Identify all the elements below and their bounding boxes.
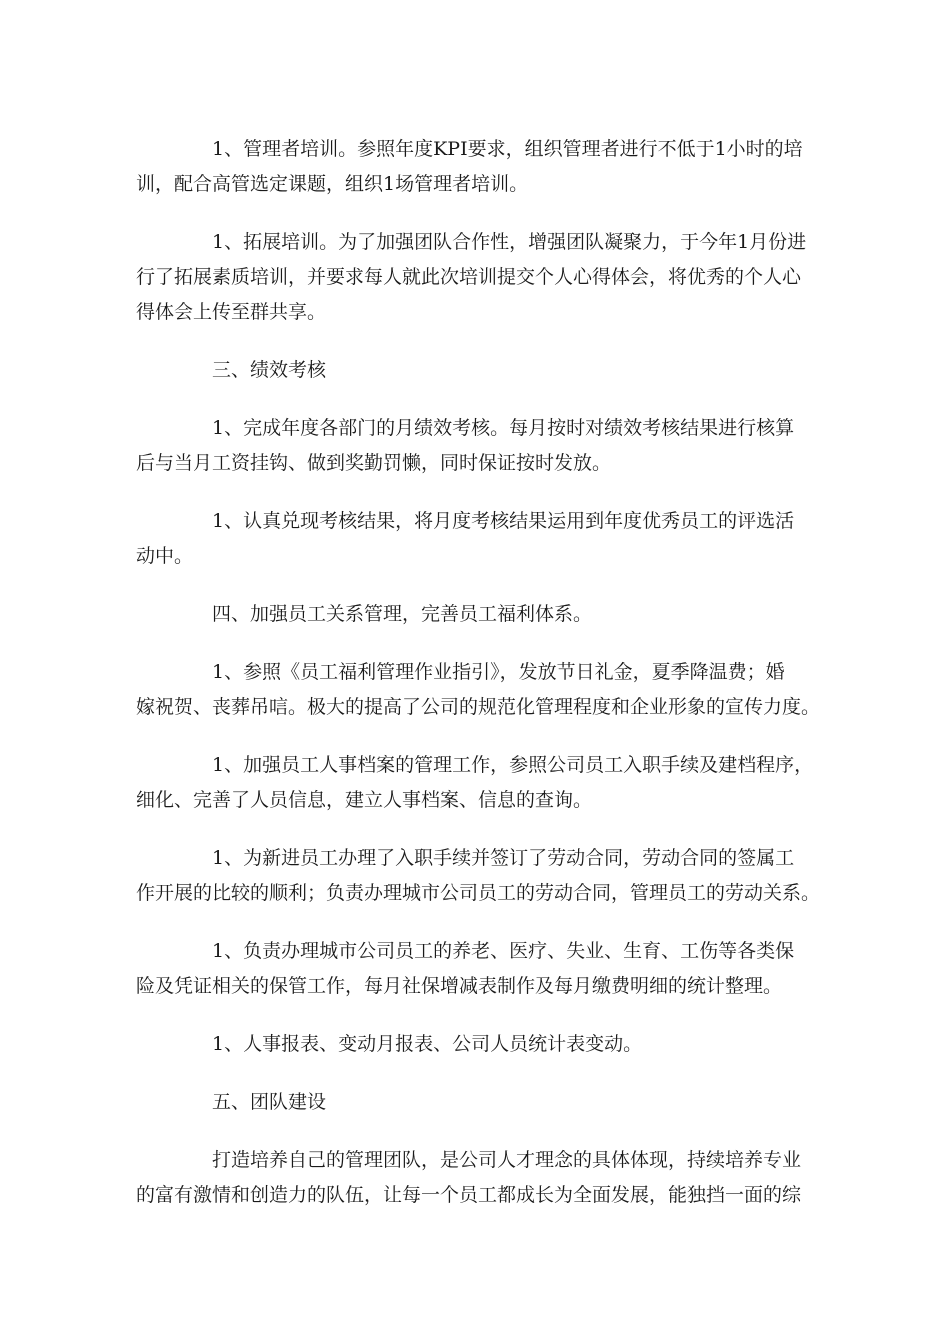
paragraph-manager-training (136, 132, 826, 202)
text-line: 后与当月工资挂钩、做到奖勤罚懒，同时保证按时发放。 (136, 452, 612, 474)
section-heading-employee-relations: 四、加强员工关系管理，完善员工福利体系。 (212, 603, 593, 625)
paragraph-outreach-training (136, 225, 826, 330)
paragraph-personnel-files (136, 748, 826, 818)
text-line: 1、认真兑现考核结果，将月度考核结果运用到年度优秀员工的评选活 (212, 510, 795, 532)
paragraph-hr-reports (136, 1027, 826, 1062)
section-heading-performance: 三、绩效考核 (212, 359, 327, 381)
text-line: 1、参照《员工福利管理作业指引》，发放节日礼金，夏季降温费；婚 (212, 661, 785, 683)
text-line: 1、拓展培训。为了加强团队合作性，增强团队凝聚力，于今年1月份进 (212, 231, 807, 253)
text-line: 1、为新进员工办理了入职手续并签订了劳动合同，劳动合同的签属工 (212, 847, 795, 869)
text-line: 1、加强员工人事档案的管理工作，参照公司员工入职手续及建档程序， (212, 754, 814, 776)
text-line: 作开展的比较的顺利；负责办理城市公司员工的劳动合同，管理员工的劳动关系。 (136, 882, 821, 904)
text-line: 1、管理者培训。参照年度KPI要求，组织管理者进行不低于1小时的培 (212, 138, 803, 160)
text-line: 1、人事报表、变动月报表、公司人员统计表变动。 (212, 1033, 643, 1055)
text-line: 打造培养自己的管理团队，是公司人才理念的具体体现，持续培养专业 (212, 1149, 802, 1171)
text-line: 细化、完善了人员信息，建立人事档案、信息的查询。 (136, 789, 593, 811)
text-line: 行了拓展素质培训，并要求每人就此次培训提交个人心得体会，将优秀的个人心 (136, 266, 802, 288)
text-line: 训，配合高管选定课题，组织1场管理者培训。 (136, 173, 529, 195)
text-line: 险及凭证相关的保管工作，每月社保增减表制作及每月缴费明细的统计整理。 (136, 975, 783, 997)
text-line: 嫁祝贺、丧葬吊唁。极大的提高了公司的规范化管理程度和企业形象的宣传力度。 (136, 696, 821, 718)
paragraph-team-development (136, 1143, 826, 1213)
document-body (136, 132, 826, 1236)
text-line: 1、负责办理城市公司员工的养老、医疗、失业、生育、工伤等各类保 (212, 940, 795, 962)
section-heading-team-building: 五、团队建设 (212, 1091, 327, 1113)
text-line: 得体会上传至群共享。 (136, 301, 327, 323)
paragraph-welfare (136, 655, 826, 725)
text-line: 1、完成年度各部门的月绩效考核。每月按时对绩效考核结果进行核算 (212, 417, 795, 439)
text-line: 动中。 (136, 545, 194, 567)
paragraph-monthly-appraisal (136, 411, 826, 481)
paragraph-social-insurance (136, 934, 826, 1004)
paragraph-appraisal-results (136, 504, 826, 574)
paragraph-labor-contracts (136, 841, 826, 911)
text-line: 的富有激情和创造力的队伍，让每一个员工都成长为全面发展，能独挡一面的综 (136, 1184, 802, 1206)
